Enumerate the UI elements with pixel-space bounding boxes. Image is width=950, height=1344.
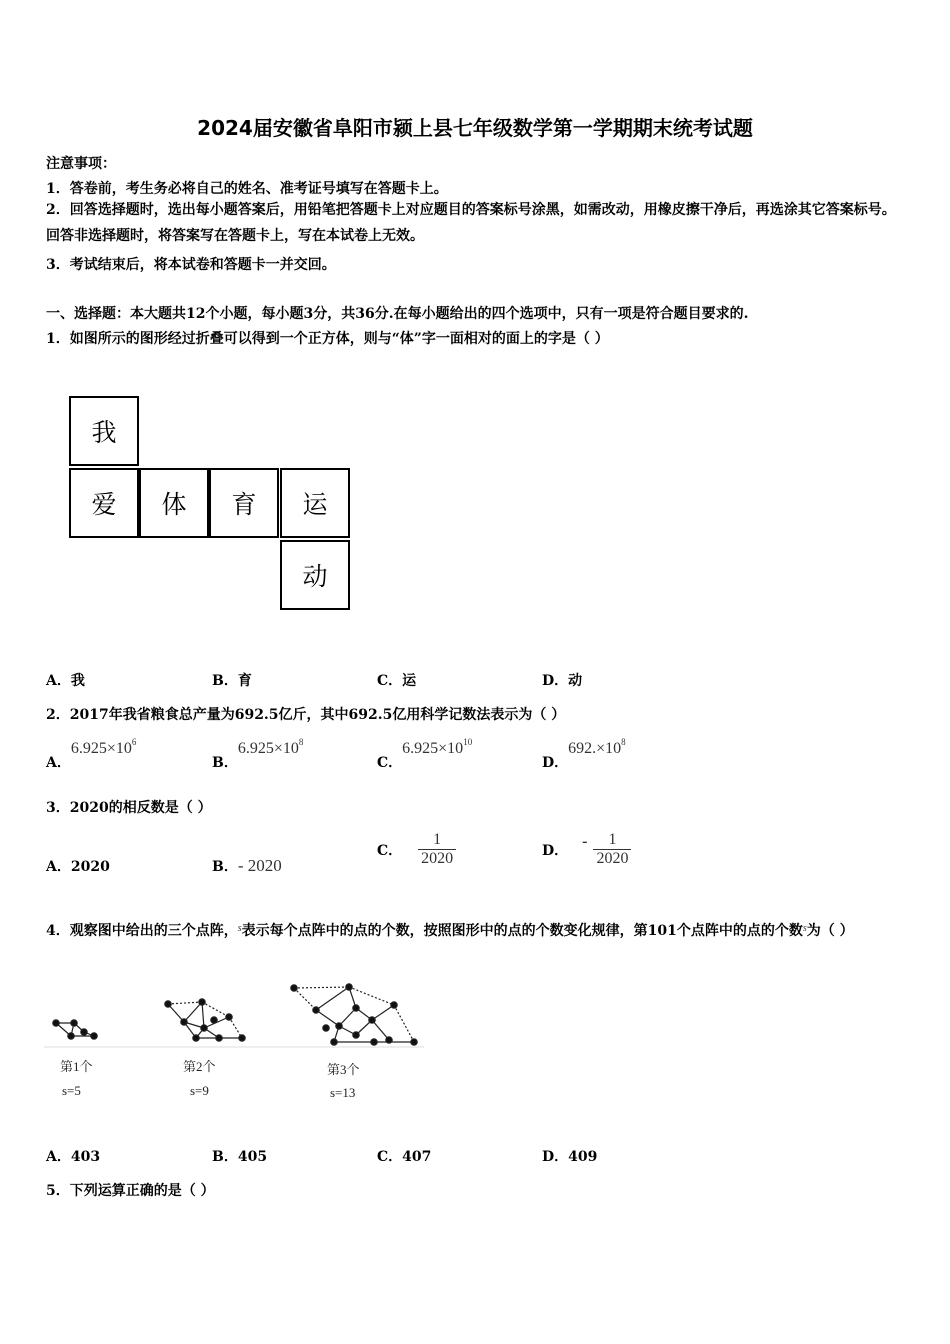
q4-dot-patterns xyxy=(44,980,424,1055)
fig3-label: 第3个 xyxy=(327,1062,360,1077)
q3-option-d[interactable]: D． - $\frac{1}{2020}$ xyxy=(542,831,631,868)
net-cell-ti: 体 xyxy=(139,468,209,538)
q4-option-b[interactable]: B．405 xyxy=(212,1149,268,1165)
q3-option-c[interactable]: C． $\frac{1}{2020}$ xyxy=(377,831,456,868)
q4-option-c[interactable]: C．407 xyxy=(377,1149,432,1165)
net-cell-yun: 运 xyxy=(280,468,350,538)
dot-pattern-3 xyxy=(291,984,417,1045)
net-cell-yu: 育 xyxy=(209,468,279,538)
q1-option-d[interactable]: D．动 xyxy=(542,673,583,689)
page-title: 2024届安徽省阜阳市颍上县七年级数学第一学期期末统考试题 xyxy=(197,116,753,140)
q3-option-a[interactable]: A．2020 xyxy=(46,859,110,875)
fig1-value: s=5 xyxy=(62,1083,81,1098)
section-heading: 一、选择题：本大题共12个小题，每小题3分，共36分.在每小题给出的四个选项中，只有一项是符合题目要求的. xyxy=(46,306,749,322)
q3-stem: 3．2020的相反数是（ ） xyxy=(46,800,212,816)
net-cell-dong: 动 xyxy=(280,540,350,610)
notice-item-2: 2．回答选择题时，选出每小题答案后，用铅笔把答题卡上对应题目的答案标号涂黑，如需改动，用橡皮擦干净后，再选涂其它答案标号。回答非选择题时，将答案写在答题卡上，写在本试卷上无效。 xyxy=(46,202,896,244)
q3-option-b[interactable]: B．- 2020 xyxy=(212,856,282,875)
q4-stem: 4．观察图中给出的三个点阵，$^s$表示每个点阵中的点的个数，按照图形中的点的个数变化规律，第101个点阵中的点的个数$^s$为（ ） xyxy=(46,923,854,939)
q2-option-b[interactable]: B．$6.925\times 10^8$ xyxy=(212,737,304,771)
fig2-label: 第2个 xyxy=(183,1059,216,1074)
net-cell-ai: 爱 xyxy=(69,468,139,538)
q1-option-a[interactable]: A．我 xyxy=(46,673,85,689)
net-cell-wo: 我 xyxy=(69,396,139,466)
notice-heading: 注意事项： xyxy=(46,156,116,172)
q5-stem: 5．下列运算正确的是（ ） xyxy=(46,1183,215,1199)
dot-pattern-2 xyxy=(165,999,245,1041)
notice-item-1: 1．答卷前，考生务必将自己的姓名、准考证号填写在答题卡上。 xyxy=(46,181,448,197)
fig2-value: s=9 xyxy=(190,1083,209,1098)
q2-option-d[interactable]: D．$692.\times 10^8$ xyxy=(542,737,626,771)
dot-pattern-1 xyxy=(53,1020,97,1039)
q2-option-a[interactable]: A．$6.925\times 10^6$ xyxy=(46,737,137,771)
notice-item-3: 3．考试结束后，将本试卷和答题卡一并交回。 xyxy=(46,257,336,273)
fig1-label: 第1个 xyxy=(60,1059,93,1074)
q4-option-d[interactable]: D．409 xyxy=(542,1149,598,1165)
fig3-value: s=13 xyxy=(330,1085,356,1100)
q2-option-c[interactable]: C．$6.925\times 10^{10}$ xyxy=(377,737,473,771)
q1-stem: 1．如图所示的图形经过折叠可以得到一个正方体，则与“体”字一面相对的面上的字是（ ） xyxy=(46,331,609,347)
q1-option-b[interactable]: B．育 xyxy=(212,673,252,689)
q1-option-c[interactable]: C．运 xyxy=(377,673,417,689)
q2-stem: 2．2017年我省粮食总产量为692.5亿斤，其中692.5亿用科学记数法表示为（ ） xyxy=(46,707,566,723)
q4-option-a[interactable]: A．403 xyxy=(46,1149,101,1165)
